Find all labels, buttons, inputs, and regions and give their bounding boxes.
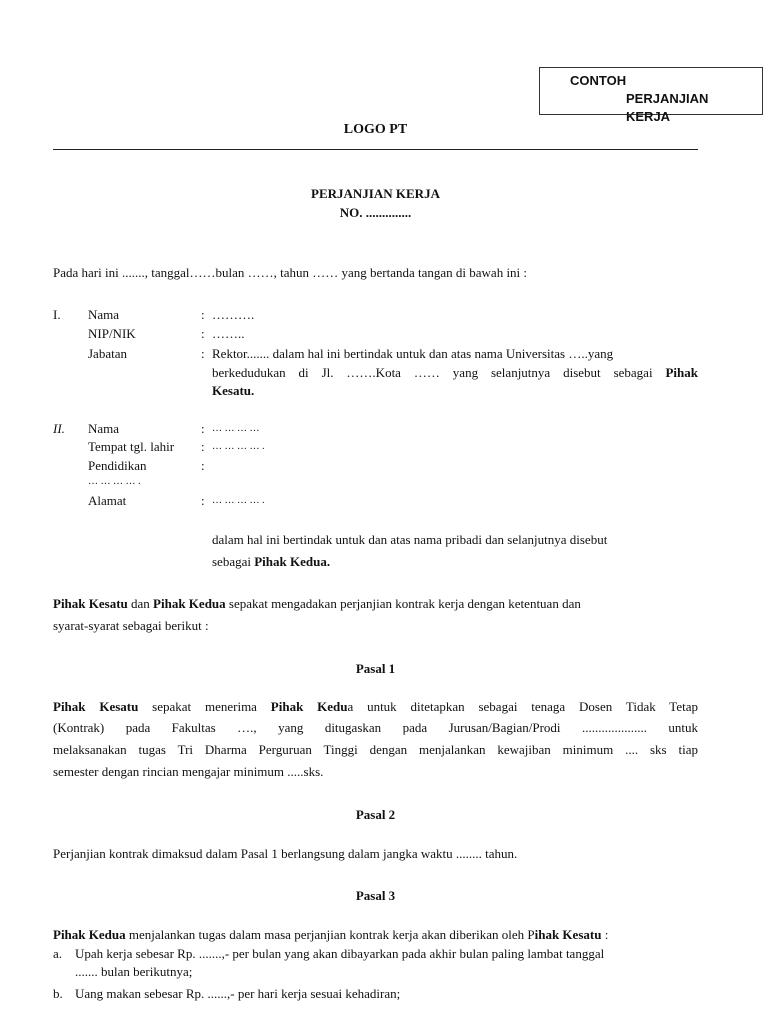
party-2-ref: Pihak Kedua [153,596,226,611]
article-1-line-2: (Kontrak) pada Fakultas …., yang ditugaskan pada Jurusan/Bagian/Prodi .................... untuk [53,720,698,735]
agreement-line-2: syarat-syarat sebagai berikut : [53,618,209,633]
article-1-line-4: semester dengan rincian mengajar minimum .....sks. [53,764,324,779]
document-number: NO. .............. [339,205,412,220]
party-1-position-text: berkedudukan di Jl. …….Kota …… yang selanjutnya disebut sebagai [212,365,666,380]
party-1-ref: ihak Kesatu [534,927,602,942]
party-2-ref: Pihak Kedua [53,927,126,942]
article-1-line-3: melaksanakan tugas Tri Dharma Perguruan Tinggi dengan menjalankan kewajiban minimum .... sks tiap [53,742,698,757]
party-2-address-label: Alamat [88,493,127,508]
party-2-address-value: … … … … . [212,495,265,506]
article-1-line-1 [53,699,698,715]
list-item-a-line-2: ....... bulan berikutnya; [75,964,193,979]
party-1-position-line-2 [212,365,698,381]
party-2-birth-label: Tempat tgl. lahir [88,439,175,454]
colon: : [201,493,205,508]
party-2-education-label: Pendidikan [88,458,147,473]
party-2-description-line-1: dalam hal ini bertindak untuk dan atas nama pribadi dan selanjutnya disebut [212,532,608,547]
stamp-line-2: PERJANJIAN [626,91,709,106]
party-1-numeral: I. [53,307,61,322]
party-1-nip-value: …….. [212,326,245,341]
party-2-education-value: … … … … . [88,476,141,487]
article-3-title: Pasal 3 [355,888,396,903]
party-2-ref: Pihak Kedu [270,699,348,714]
party-1-position-label: Jabatan [88,346,127,361]
article-1-text: a untuk ditetapkan sebagai tenaga Dosen Tidak Tetap [347,699,698,714]
party-1-role-label-cont: Kesatu. [212,383,255,398]
intro-text: Pada hari ini ......., tanggal……bulan ……, tahun …… yang bertanda tangan di bawah ini : [53,265,528,280]
article-1-text: sepakat menerima [138,699,271,714]
party-1-nip-label: NIP/NIK [88,326,136,341]
party-2-description-text: sebagai [212,554,255,569]
document-title: PERJANJIAN KERJA [311,186,440,201]
colon: : [201,458,205,473]
party-1-position-line-1: Rektor....... dalam hal ini bertindak untuk dan atas nama Universitas …..yang [212,346,614,361]
colon: : [201,346,205,361]
stamp-line-1: CONTOH [570,73,627,88]
party-2-role-label: Pihak Kedua. [254,554,331,569]
list-item-b-marker: b. [53,986,63,1001]
list-item-a-line-1: Upah kerja sebesar Rp. .......,- per bulan yang akan dibayarkan pada akhir bulan paling lambat tanggal [75,946,605,961]
party-1-name-value: ………. [212,307,255,322]
agreement-line-1 [53,596,581,612]
party-1-ref: Pihak Kesatu [53,596,128,611]
colon: : [201,326,205,341]
party-2-description-line-2 [212,554,330,570]
party-2-numeral: II. [53,421,65,436]
party-1-ref: Pihak Kesatu [53,699,139,714]
sample-stamp-box [539,67,763,124]
party-1-name-label: Nama [88,307,120,322]
party-2-name-label: Nama [88,421,120,436]
article-2-text: Perjanjian kontrak dimaksud dalam Pasal 1 berlangsung dalam jangka waktu ........ tahun. [53,846,518,861]
agreement-text: dan [127,596,154,611]
party-1-role-label: Pihak [665,365,698,380]
party-2-birth-value: … … … … . [212,441,265,452]
article-2-title: Pasal 2 [355,807,396,822]
list-item-a-marker: a. [53,946,63,961]
agreement-text: sepakat mengadakan perjanjian kontrak kerja dengan ketentuan dan [225,596,581,611]
stamp-line-3: KERJA [626,109,671,124]
colon: : [201,307,205,322]
company-logo-text: LOGO PT [343,122,408,137]
article-1-title: Pasal 1 [355,661,396,676]
list-item-b-line-1: Uang makan sebesar Rp. ......,- per hari kerja sesuai kehadiran; [75,986,401,1001]
header-divider [53,149,698,150]
article-3-intro [53,927,608,943]
colon: : [201,439,205,454]
article-3-text: : [601,927,609,942]
article-3-text: menjalankan tugas dalam masa perjanjian kontrak kerja akan diberikan oleh P [125,927,535,942]
party-2-name-value: … … … … [212,423,260,434]
colon: : [201,421,205,436]
